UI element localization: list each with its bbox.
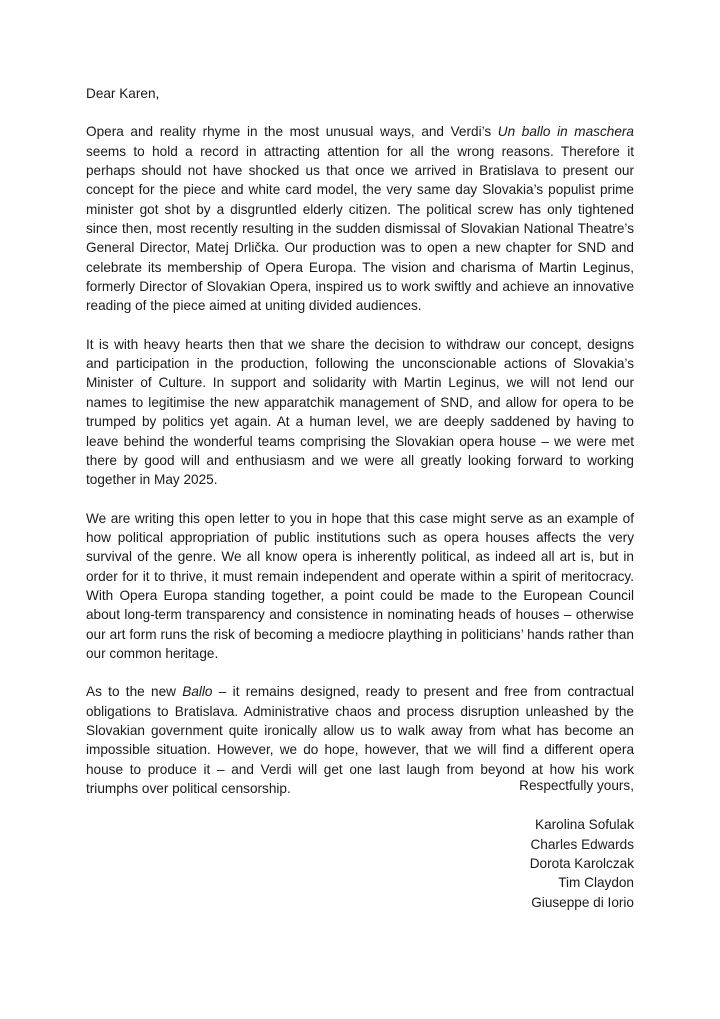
- letter-body: [86, 84, 634, 817]
- paragraph-1: [86, 122, 634, 315]
- signatory: Tim Claydon: [558, 875, 634, 891]
- salutation: Dear Karen,: [86, 86, 160, 101]
- paragraph-1-text-a: Opera and reality rhyme in the most unusual ways, and Verdi’s: [86, 124, 498, 140]
- paragraph-4-text-a: As to the new: [86, 684, 183, 700]
- signatory: Dorota Karolczak: [529, 856, 634, 872]
- paragraph-2: It is with heavy hearts then that we share the decision to withdraw our concept, designs and participation in the production, following the unconscionable actions of Slovakia’s Minister of Culture. In support and solidarity with Martin Leginus, we will not lend our names to legitimise the new apparatchik management of SND, and allow for opera to be trumped by politics yet again. At a human level, we are deeply saddened by having to leave behind the wonderful teams comprising the Slovakian opera house – we were met there by good will and enthusiasm and we were all greatly looking forward to working together in May 2025.: [86, 336, 634, 488]
- paragraph-3: We are writing this open letter to you in hope that this case might serve as an example of how political appropriation of public institutions such as opera houses affects the very survival of the genre. We all know opera is inherently political, as indeed all art is, but in order for it to thrive, it must remain independent and operate within a spirit of meritocracy. With Opera Europa standing together, a point could be made to the European Council about long-term transparency and consistence in nominating heads of houses – otherwise our art form runs the risk of becoming a mediocre plaything in politicians’ hands rather than our common heritage.: [86, 510, 634, 661]
- paragraph-4-text-b: – it remains designed, ready to present and free from contractual obligations to Bratislava. Administrative chaos and process disruption unleashed by the Slovakian government quite ironically allow us to walk away from what has become an impossible situation. However, we do hope, however, that we will find a different opera house to produce it – and Verdi will get one last laugh from beyond at how his work triumphs over political censorship.: [86, 684, 634, 796]
- signatory: Charles Edwards: [530, 836, 634, 852]
- signoff: [86, 776, 634, 912]
- paragraph-1-text-b: seems to hold a record in attracting attention for all the wrong reasons. Therefore it perhaps should not have shocked us that once we arrived in Bratislava to present our concept for the piece and white card model, the very same day Slovakia’s populist prime minister got shot by a disgruntled elderly citizen. The political screw has only tightened since then, most recently resulting in the sudden dismissal of Slovakian National Theatre’s General Director, Matej Drlička. Our production was to open a new chapter for SND and celebrate its membership of Opera Europa. The vision and charisma of Martin Leginus, formerly Director of Slovakian Opera, inspired us to work swiftly and achieve an innovative reading of the piece aimed at uniting divided audiences.: [86, 143, 634, 314]
- opera-title-ballo: Ballo: [182, 684, 213, 700]
- signatory: Karolina Sofulak: [535, 817, 634, 833]
- opera-title-un-ballo: Un ballo in maschera: [497, 124, 634, 140]
- signatory: Giuseppe di Iorio: [531, 894, 634, 910]
- closing: Respectfully yours,: [519, 778, 634, 793]
- signatory-list: [86, 815, 634, 912]
